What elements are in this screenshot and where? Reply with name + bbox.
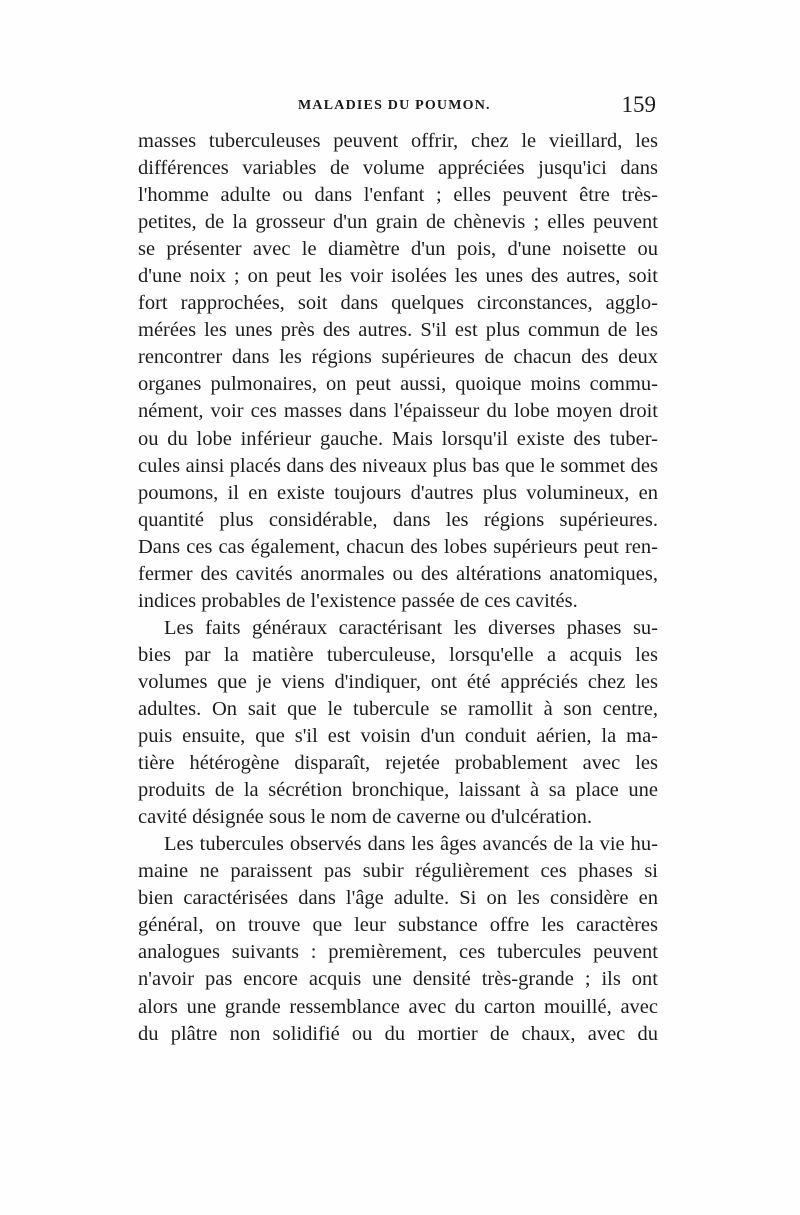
text-line: organes pulmonaires, on peut aussi, quoique moins commu- [138,373,658,396]
text-line: rencontrer dans les régions supérieures de chacun des deux [138,346,658,369]
text-line: maine ne paraissent pas subir régulièrement ces phases si [138,860,658,883]
text-line: fort rapprochées, soit dans quelques circonstances, agglo- [138,292,658,315]
text-line: adultes. On sait que le tubercule se ramollit à son centre, [138,697,658,720]
text-line: différences variables de volume appréciées jusqu'ici dans [138,157,658,180]
text-line: tière hétérogène disparaît, rejetée probablement avec les [138,752,658,775]
paragraph-start-line: Les tubercules observés dans les âges avancés de la vie hu- [164,833,658,856]
paragraph-end-line: cavité désignée sous le nom de caverne ou d'ulcération. [138,806,592,829]
text-line: l'homme adulte ou dans l'enfant ; elles peuvent être très- [138,184,658,207]
text-line: puis ensuite, que s'il est voisin d'un conduit aérien, la ma- [138,725,658,748]
text-line: quantité plus considérable, dans les régions supérieures. [138,508,658,531]
page-number: 159 [621,92,656,117]
running-head: MALADIES DU POUMON. [298,98,491,113]
text-line: produits de la sécrétion bronchique, laissant à sa place une [138,779,658,802]
text-line: cules ainsi placés dans des niveaux plus bas que le sommet des [138,454,658,477]
text-line: alors une grande ressemblance avec du carton mouillé, avec [138,995,658,1018]
text-line: bies par la matière tuberculeuse, lorsqu'elle a acquis les [138,643,658,666]
paragraph-end-line: indices probables de l'existence passée de ces cavités. [138,589,578,612]
paragraph-start-line: Les faits généraux caractérisant les diverses phases su- [164,616,658,639]
text-line: poumons, il en existe toujours d'autres plus volumineux, en [138,481,658,504]
text-line: volumes que je viens d'indiquer, ont été appréciés chez les [138,670,658,693]
text-line: mérées les unes près des autres. S'il est plus commun de les [138,319,658,342]
text-line: se présenter avec le diamètre d'un pois, d'une noisette ou [138,238,658,261]
text-line: d'une noix ; on peut les voir isolées les unes des autres, soit [138,265,658,288]
text-line: bien caractérisées dans l'âge adulte. Si on les considère en [138,887,658,910]
text-line: n'avoir pas encore acquis une densité très-grande ; ils ont [138,968,658,991]
text-line: analogues suivants : premièrement, ces tubercules peuvent [138,941,658,964]
text-line: du plâtre non solidifié ou du mortier de chaux, avec du [138,1022,658,1045]
text-line: général, on trouve que leur substance offre les caractères [138,914,658,937]
text-line: petites, de la grosseur d'un grain de chènevis ; elles peuvent [138,211,658,234]
text-line: Dans ces cas également, chacun des lobes supérieurs peut ren- [138,535,658,558]
text-line: fermer des cavités anormales ou des altérations anatomiques, [138,562,658,585]
text-line: nément, voir ces masses dans l'épaisseur du lobe moyen droit [138,400,658,423]
text-line: masses tuberculeuses peuvent offrir, chez le vieillard, les [138,130,658,152]
text-line: ou du lobe inférieur gauche. Mais lorsqu'il existe des tuber- [138,427,658,450]
body-text [138,128,658,1048]
page-header [138,92,658,126]
